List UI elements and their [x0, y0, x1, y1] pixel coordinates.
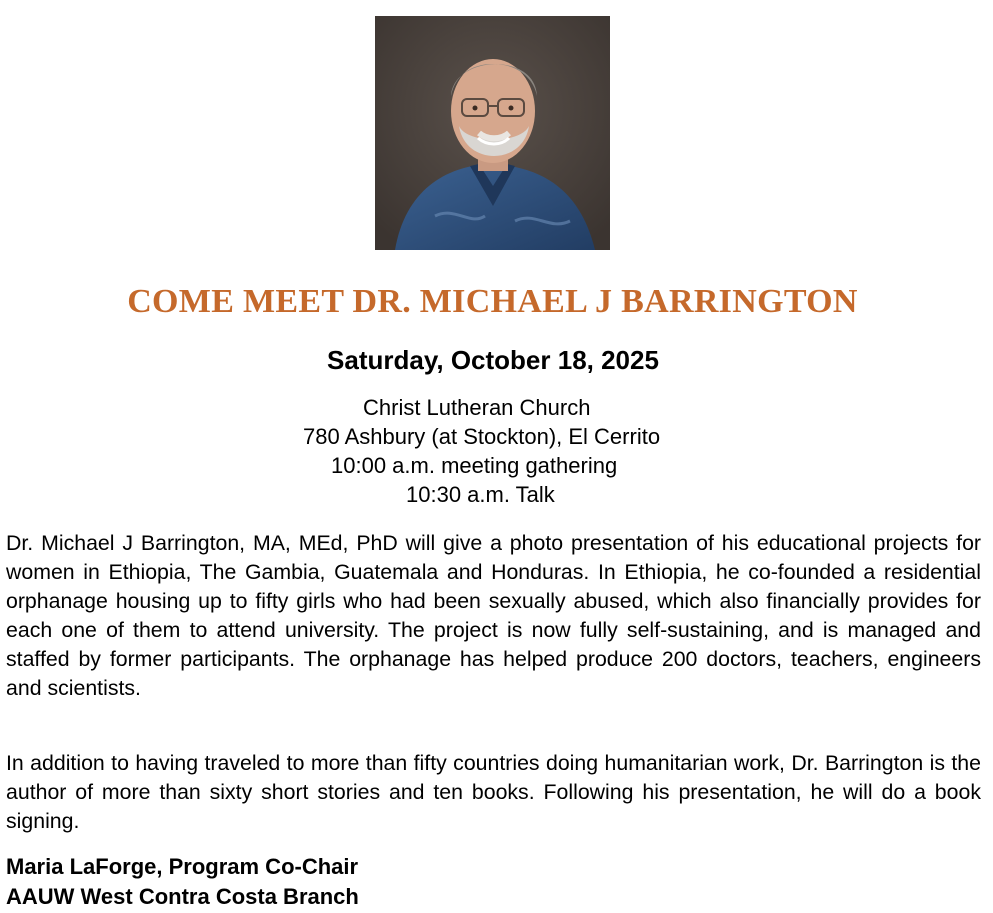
gathering-time: 10:00 a.m. meeting gathering: [331, 453, 618, 478]
talk-time: 10:30 a.m. Talk: [406, 482, 555, 507]
signature-name: Maria LaForge, Program Co-Chair: [6, 854, 359, 879]
speaker-photo: [375, 16, 610, 250]
description-paragraph: In addition to having traveled to more than fifty countries doing humanitarian work, Dr. Barrington is the author of more than sixty short stories and ten books. Following his presentation, he will do a book signing.: [6, 751, 981, 833]
description-paragraph: Dr. Michael J Barrington, MA, MEd, PhD will give a photo presentation of his educational projects for women in Ethiopia, The Gambia, Guatemala and Honduras. In Ethiopia, he co-founded a residential orphanage housing up to fifty girls who had been sexually abused, which also financially provides for each one of them to attend university. The project is now fully self-sustaining, and is managed and staffed by former participants. The orphanage has helped produce 200 doctors, teachers, engineers and scientists.: [6, 531, 981, 700]
event-date: Saturday, October 18, 2025: [327, 345, 659, 375]
event-title: COME MEET DR. MICHAEL J BARRINGTON: [127, 283, 858, 320]
location-name: Christ Lutheran Church: [363, 395, 591, 420]
signature-organization: AAUW West Contra Costa Branch: [6, 884, 359, 909]
location-address: 780 Ashbury (at Stockton), El Cerrito: [303, 424, 661, 449]
